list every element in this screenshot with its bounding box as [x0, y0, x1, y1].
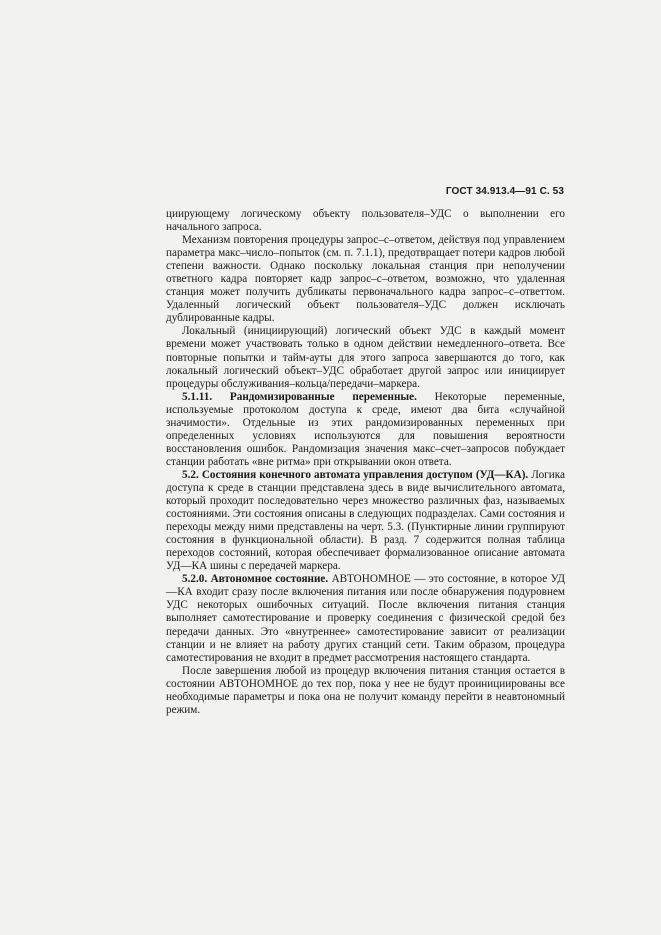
- paragraph-continuation: циирующему логическому объекту пользователя–УДС о выполнении его начального запроса.: [166, 208, 565, 234]
- paragraph-local-object: Локальный (инициирующий) логический объект УДС в каждый момент времени может участвовать только в одном действии немедленного–ответа. Все повторные попытки и тайм-ауты для этого запроса завершаются до того, как локальный логический объект–УДС обработает другой запрос или инициирует процедуры обслуживания–кольца/передачи–маркера.: [166, 325, 565, 390]
- paragraph-retry-mechanism: Механизм повторения процедуры запрос–с–ответом, действуя под управлением параметра макс–число–попыток (см. п. 7.1.1), предотвращает потери кадров любой степени важности. Однако поскольку локальная станция при неполучении ответного кадра повторяет кадр запрос–с–ответом, возможно, что удаленная станция может получить дубликаты первоначального кадра запрос–с–ответтом. Удаленный логический объект пользователя–УДС должен исключать дублированные кадры.: [166, 234, 565, 325]
- section-5-2-0: 5.2.0. Автономное состояние. АВТОНОМНОЕ — это состояние, в которое УД—КА входит сразу после включения питания или после обнаружения подуровнем УДС некоторых ошибочных ситуаций. После включения питания станция выполняет самотестирование и проверку соединения с физической средой без передачи данных. Это «внутреннее» самотестирование зависит от реализации станции и не влияет на работу других станций сети. Таким образом, процедура самотестирования не входит в предмет рассмотрения настоящего стандарта.: [166, 573, 566, 664]
- running-header: ГОСТ 34.913.4—91 С. 53: [445, 186, 564, 197]
- section-5-2: 5.2. Состояния конечного автомата управления доступом (УД—КА). Логика доступа к среде в станции представлена здесь в виде вычислительного автомата, который проходит последовательно через множество различных фаз, называемых состояниями. Эти состояния описаны в следующих подразделах. Сами состояния и переходы между ними представлены на черт. 5.3. (Пунктирные линии группируют состояния в функциональной области). В разд. 7 содержится полная таблица переходов состояний, которая обеспечивает формализованное описание автомата УД—КА шины с передачей маркера.: [166, 468, 565, 573]
- section-5-1-11: 5.1.11. Рандомизированные переменные. Некоторые переменные, используемые протоколом доступа к среде, имеют два бита «случайной значимости». Отдельные из этих рандомизированных переменных при определенных условиях используются для повышения вероятности восстановления ошибок. Рандомизация значения макс–счет–запросов побуждает станции работать «вне ритма» при открывании окон ответа.: [166, 390, 565, 468]
- section-heading: 5.1.11. Рандомизированные переменные.: [182, 390, 417, 403]
- section-heading: 5.2. Состояния конечного автомата управления доступом (УД—КА).: [182, 468, 529, 481]
- section-heading: 5.2.0. Автономное состояние.: [182, 573, 329, 586]
- paragraph-after-power-on: После завершения любой из процедур включения питания станция остается в состоянии АВТОНОМНОЕ до тех пор, пока у нее не будут проинициированы все необходимые параметры и пока она не получит команду перейти в неавтономный режим.: [166, 664, 565, 716]
- body-text: [166, 208, 565, 717]
